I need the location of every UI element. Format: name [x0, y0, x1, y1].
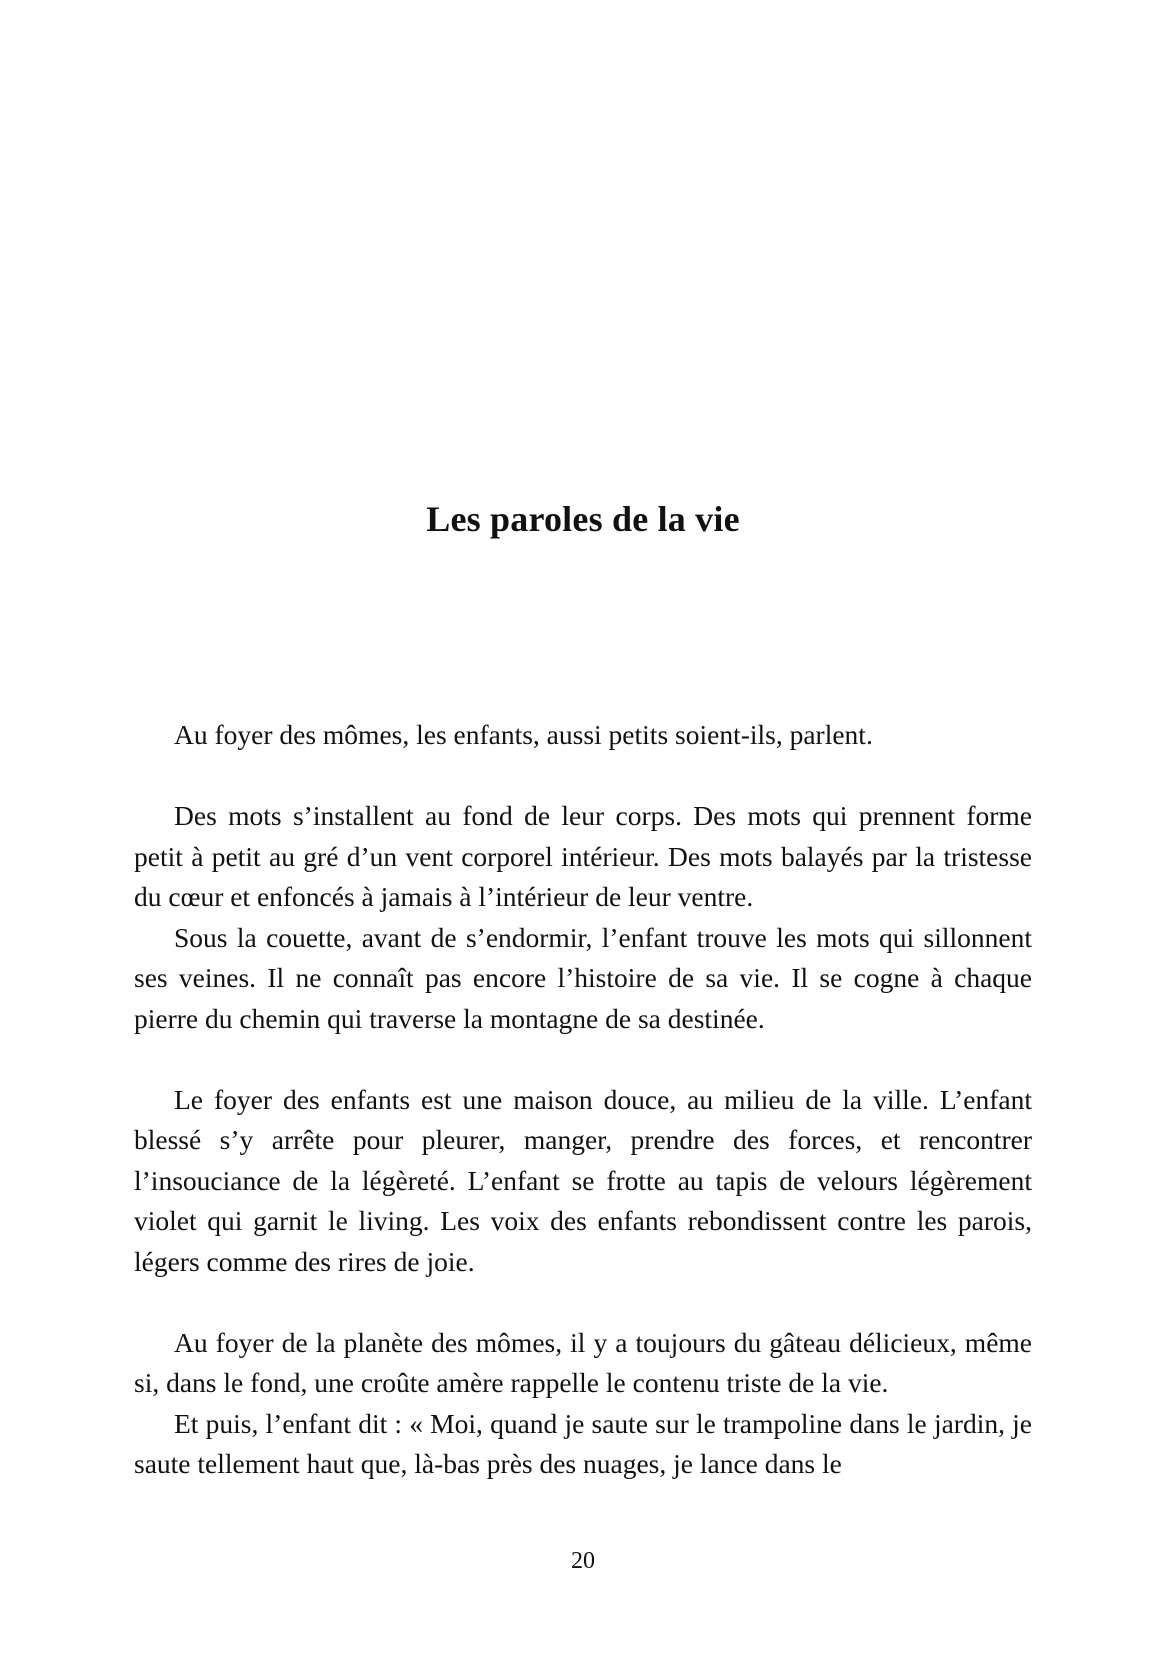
paragraph-3: Sous la couette, avant de s’endormir, l’enfant trouve les mots qui sillonnent ses veines. Il ne connaît pas encore l’histoire de sa vie. Il se cogne à chaque pierre du chemin qui traverse la montagne de sa destinée.: [134, 921, 1032, 1034]
page-number: 20: [571, 1548, 595, 1574]
chapter-body: [134, 715, 1032, 1485]
paragraph-5: Au foyer de la planète des mômes, il y a toujours du gâteau délicieux, même si, dans le fond, une croûte amère rappelle le contenu triste de la vie.: [134, 1326, 1032, 1398]
paragraph-4: Le foyer des enfants est une maison douce, au milieu de la ville. L’enfant blessé s’y arrête pour pleurer, manger, prendre des forces, et rencontrer l’insouciance de la légèreté. L’enfant se frotte au tapis de velours légèrement violet qui garnit le living. Les voix des enfants rebondissent contre les parois, légers comme des rires de joie.: [134, 1083, 1032, 1277]
paragraph-6: Et puis, l’enfant dit : « Moi, quand je saute sur le trampoline dans le jardin, je saute tellement haut que, là-bas près des nuages, je lance dans le: [134, 1407, 1032, 1479]
paragraph-2: Des mots s’installent au fond de leur corps. Des mots qui prennent forme petit à petit au gré d’un vent corporel intérieur. Des mots balayés par la tristesse du cœur et enfoncés à jamais à l’intérieur de leur ventre.: [134, 800, 1032, 912]
chapter-title: Les paroles de la vie: [426, 499, 740, 539]
paragraph-1: Au foyer des mômes, les enfants, aussi petits soient-ils, parlent.: [174, 719, 873, 750]
